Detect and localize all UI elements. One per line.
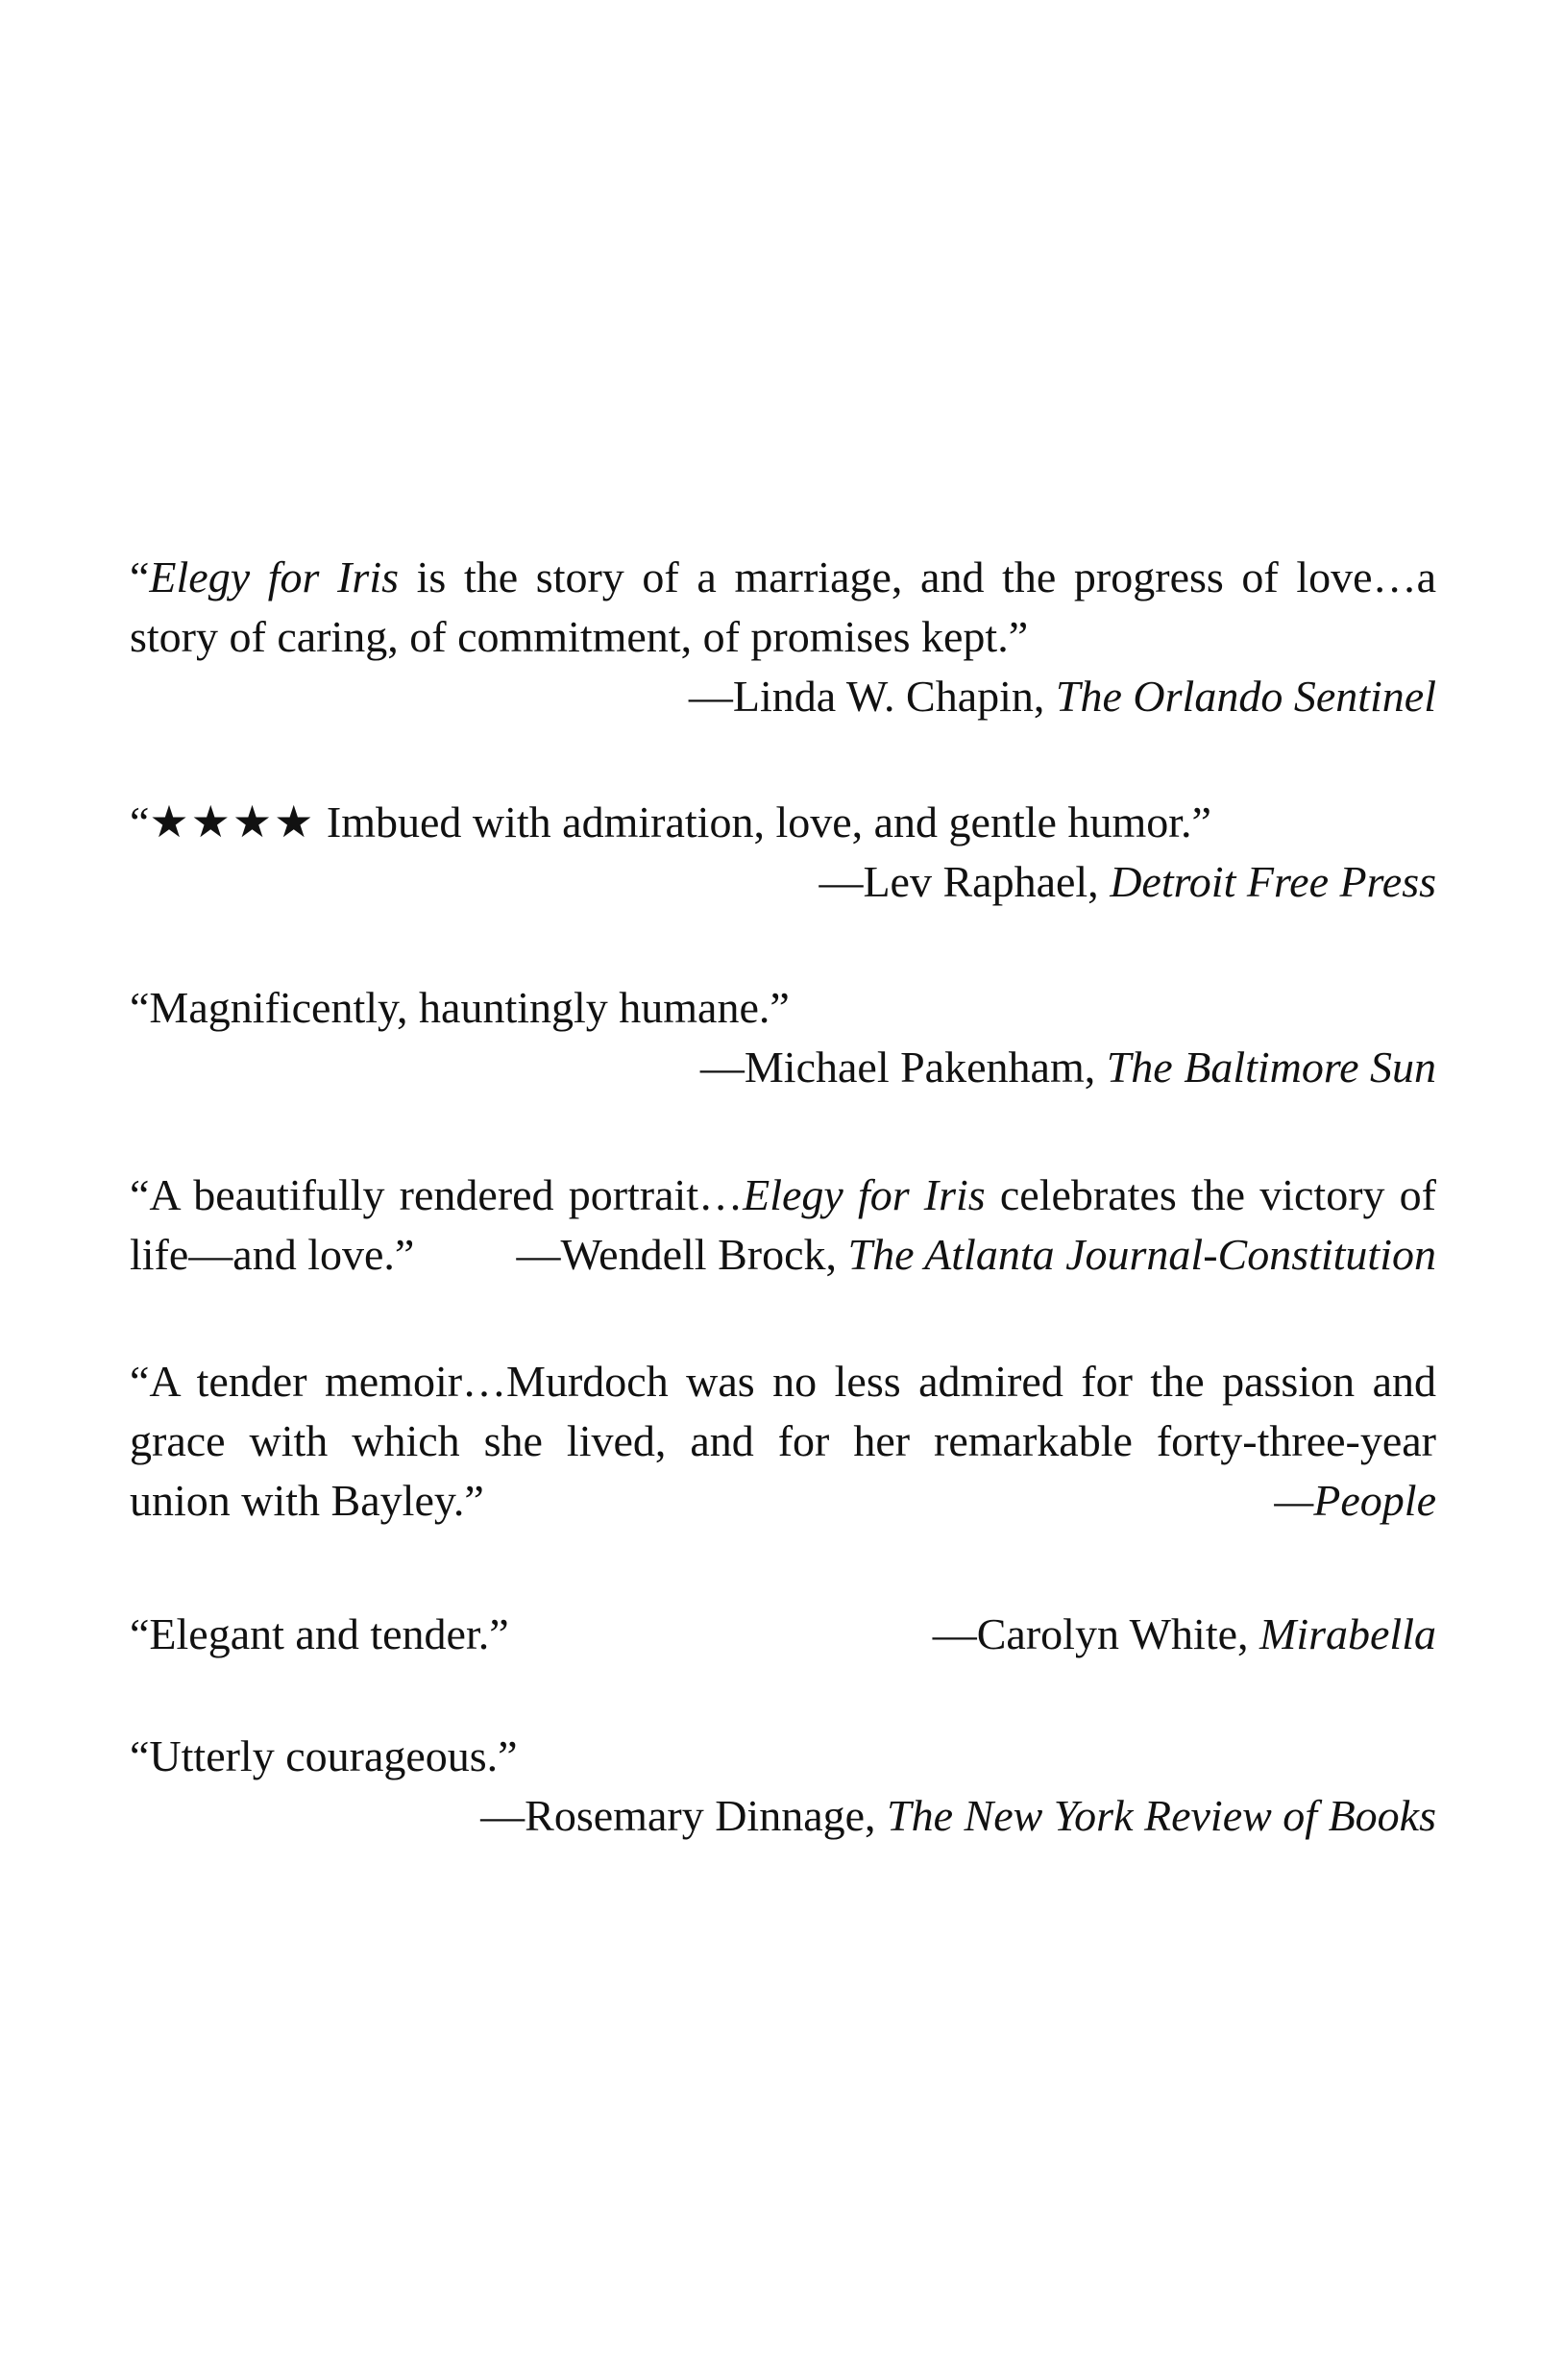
source: Mirabella (1259, 1609, 1436, 1658)
blurb-line: grace with which she lived, and for her remarkable forty-three-year (130, 1416, 1436, 1465)
author: —Lev Raphael, (819, 857, 1111, 906)
blurb-text: celebrates the victory of (985, 1170, 1436, 1219)
blurb-text: “Magnificently, hauntingly humane.” (130, 983, 790, 1032)
author: —Wendell Brock, (516, 1230, 848, 1279)
blurb-line (130, 793, 1436, 852)
blurb-text: life—and love.” (130, 1230, 415, 1279)
source: Detroit Free Press (1110, 857, 1436, 906)
blurb-line (130, 1605, 1436, 1664)
blurb-line: story of caring, of commitment, of promises kept.” (130, 612, 1029, 661)
attribution (130, 667, 1436, 726)
attribution (933, 1605, 1436, 1664)
blurb-elegy (130, 548, 1436, 726)
attribution (516, 1225, 1436, 1285)
blurb-detroit (130, 793, 1436, 912)
source: The Atlanta Journal-Constitution (847, 1230, 1436, 1279)
blurb-line (130, 1471, 1436, 1531)
attribution (130, 852, 1436, 912)
author: —Michael Pakenham, (699, 1043, 1107, 1092)
blurb-baltimore (130, 978, 1436, 1097)
blurb-text: union with Bayley.” (130, 1476, 484, 1525)
open-quote: “ (130, 797, 150, 846)
book-title: Elegy for Iris (149, 552, 399, 601)
author: —Rosemary Dinnage, (480, 1791, 888, 1840)
source: —People (1274, 1476, 1436, 1525)
blurb-text: Imbued with admiration, love, and gentle humor.” (315, 797, 1211, 846)
open-quote: “ (130, 552, 150, 601)
blurb-line (130, 1225, 1436, 1285)
blurb-people (130, 1352, 1436, 1531)
attribution (130, 1786, 1436, 1846)
author: —Carolyn White, (932, 1609, 1260, 1658)
blurb-line (130, 1165, 1436, 1225)
blurb-text: “Utterly courageous.” (130, 1731, 518, 1780)
blurb-line: “A tender memoir…Murdoch was no less admired for the passion and (130, 1357, 1436, 1406)
source: The Baltimore Sun (1106, 1043, 1436, 1092)
blurb-mirabella (130, 1605, 1436, 1664)
star-rating-icon: ★★★★ (149, 797, 316, 846)
blurb-text: “Elegant and tender.” (130, 1609, 509, 1658)
source: The New York Review of Books (887, 1791, 1436, 1840)
author: —Linda W. Chapin, (688, 672, 1056, 721)
blurb-text: “A beautifully rendered portrait… (130, 1170, 744, 1219)
blurb-nyrb (130, 1727, 1436, 1846)
blurb-atlanta (130, 1165, 1436, 1285)
source: The Orlando Sentinel (1055, 672, 1436, 721)
blurb-text: is the story of a marriage, and the progress of love…a (399, 552, 1436, 601)
attribution (130, 1038, 1436, 1097)
book-title: Elegy for Iris (743, 1170, 986, 1219)
blurb-line (130, 548, 1436, 607)
